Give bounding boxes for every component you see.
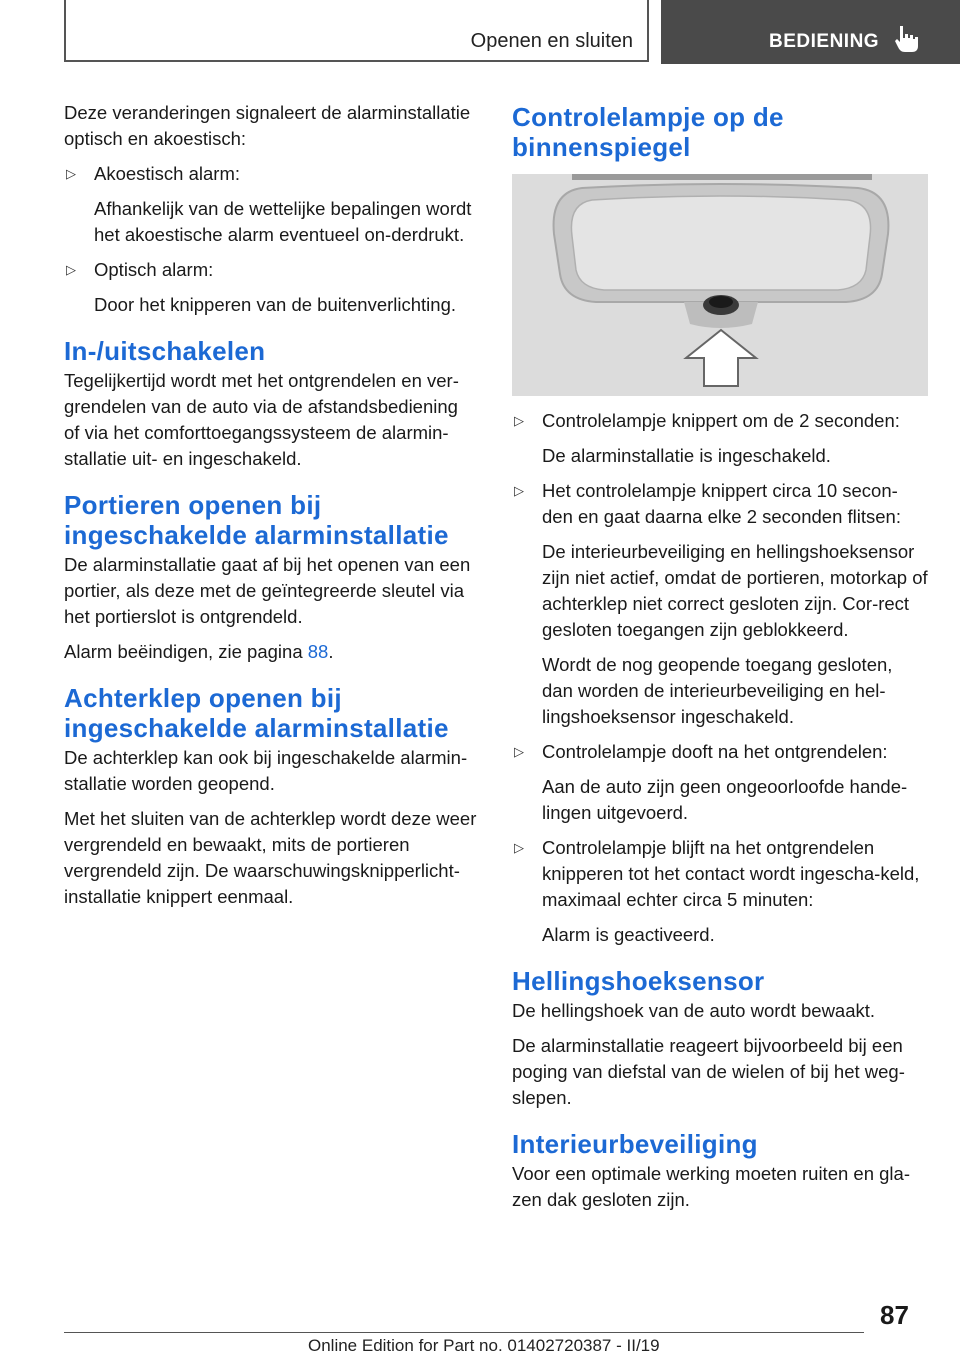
bullet-title: Het controlelampje knippert circa 10 secon-den en gaat daarna elke 2 seconden flitsen: (542, 480, 901, 527)
bullet-text: Door het knipperen van de buitenverlichting. (94, 294, 457, 315)
bullet-text: Wordt de nog geopende toegang gesloten, dan worden de interieurbeveiliging en hel-lingshoeksensor ingeschakeld. (542, 654, 893, 727)
bullet-text: De interieurbeveiliging en hellingshoeksensor zijn niet actief, omdat de portieren, motorkap of achterklep niet correct gesloten zijn. Cor-rect gesloten toegangen zijn geblokkeerd. (542, 541, 928, 640)
pointing-hand-icon (894, 24, 920, 54)
heading-interieurbeveiliging: Interieurbeveiliging (512, 1129, 758, 1159)
bullet-title: Controlelampje dooft na het ontgrendelen: (542, 741, 888, 762)
heading-hellingshoeksensor: Hellingshoeksensor (512, 966, 765, 996)
list-item (64, 161, 478, 187)
paragraph: Voor een optimale werking moeten ruiten en gla-zen dak gesloten zijn. (512, 1163, 910, 1210)
heading-portieren-openen: Portieren openen bij ingeschakelde alarminstallatie (64, 490, 449, 550)
list-item (64, 257, 478, 283)
heading-controlelampje: Controlelampje op de binnenspiegel (512, 102, 784, 162)
heading-achterklep-openen: Achterklep openen bij ingeschakelde alarminstallatie (64, 683, 449, 743)
paragraph: Tegelijkertijd wordt met het ontgrendelen en ver-grendelen van de auto via de afstandsbediening of via het comforttoegangssysteem de alarmin-stallatie uit- en ingeschakeld. (64, 370, 459, 469)
header-chapter-box (661, 0, 960, 64)
footer-edition: Online Edition for Part no. 01402720387 - II/19 (308, 1336, 660, 1355)
triangle-bullet-icon: ▷ (514, 744, 524, 759)
list-item (512, 739, 928, 765)
page-number: 87 (880, 1300, 909, 1330)
text: Alarm beëindigen, zie pagina (64, 641, 308, 662)
paragraph: De alarminstallatie gaat af bij het openen van een portier, als deze met de geïntegreerde sleutel via het portierslot is ontgrendeld. (64, 554, 471, 627)
header-section-box (64, 0, 649, 62)
chapter-title: BEDIENING (769, 31, 880, 52)
bullet-title: Akoestisch alarm: (94, 163, 240, 184)
paragraph: De hellingshoek van de auto wordt bewaakt. (512, 1000, 876, 1021)
text: . (328, 641, 334, 662)
right-column (512, 100, 928, 1222)
triangle-bullet-icon: ▷ (66, 262, 76, 277)
triangle-bullet-icon: ▷ (514, 483, 524, 498)
heading-in-uitschakelen: In-/uitschakelen (64, 336, 266, 366)
bullet-title: Controlelampje knippert om de 2 seconden: (542, 410, 900, 431)
paragraph: De alarminstallatie reageert bijvoorbeeld bij een poging van diefstal van de wielen of bij het weg-slepen. (512, 1035, 905, 1108)
bullet-text: Aan de auto zijn geen ongeoorloofde hande-lingen uitgevoerd. (542, 776, 908, 823)
paragraph: Met het sluiten van de achterklep wordt deze weer vergrendeld en bewaakt, mits de portieren vergrendeld zijn. De waarschuwingsknipperlicht-installatie knippert eenmaal. (64, 808, 477, 907)
section-title: Openen en sluiten (470, 30, 633, 52)
list-item (512, 408, 928, 434)
triangle-bullet-icon: ▷ (514, 840, 524, 855)
intro-paragraph: Deze veranderingen signaleert de alarminstallatie optisch en akoestisch: (64, 102, 471, 149)
bullet-title: Optisch alarm: (94, 259, 214, 280)
footer-divider (64, 1332, 864, 1333)
triangle-bullet-icon: ▷ (66, 166, 76, 181)
rearview-mirror-indicator-image (512, 174, 928, 396)
bullet-text: Alarm is geactiveerd. (542, 924, 715, 945)
left-column (64, 100, 478, 919)
page-reference-link[interactable]: 88 (307, 641, 329, 662)
bullet-title: Controlelampje blijft na het ontgrendelen knipperen tot het contact wordt ingescha-keld, maximaal echter circa 5 minuten: (542, 837, 920, 910)
paragraph-alarm-end (64, 639, 478, 665)
triangle-bullet-icon: ▷ (514, 413, 524, 428)
paragraph: De achterklep kan ook bij ingeschakelde alarmin-stallatie worden geopend. (64, 747, 468, 794)
bullet-text: Afhankelijk van de wettelijke bepalingen wordt het akoestische alarm eventueel on-derdrukt. (94, 198, 472, 245)
list-item (512, 835, 928, 913)
bullet-text: De alarminstallatie is ingeschakeld. (542, 445, 831, 466)
list-item (512, 478, 928, 530)
